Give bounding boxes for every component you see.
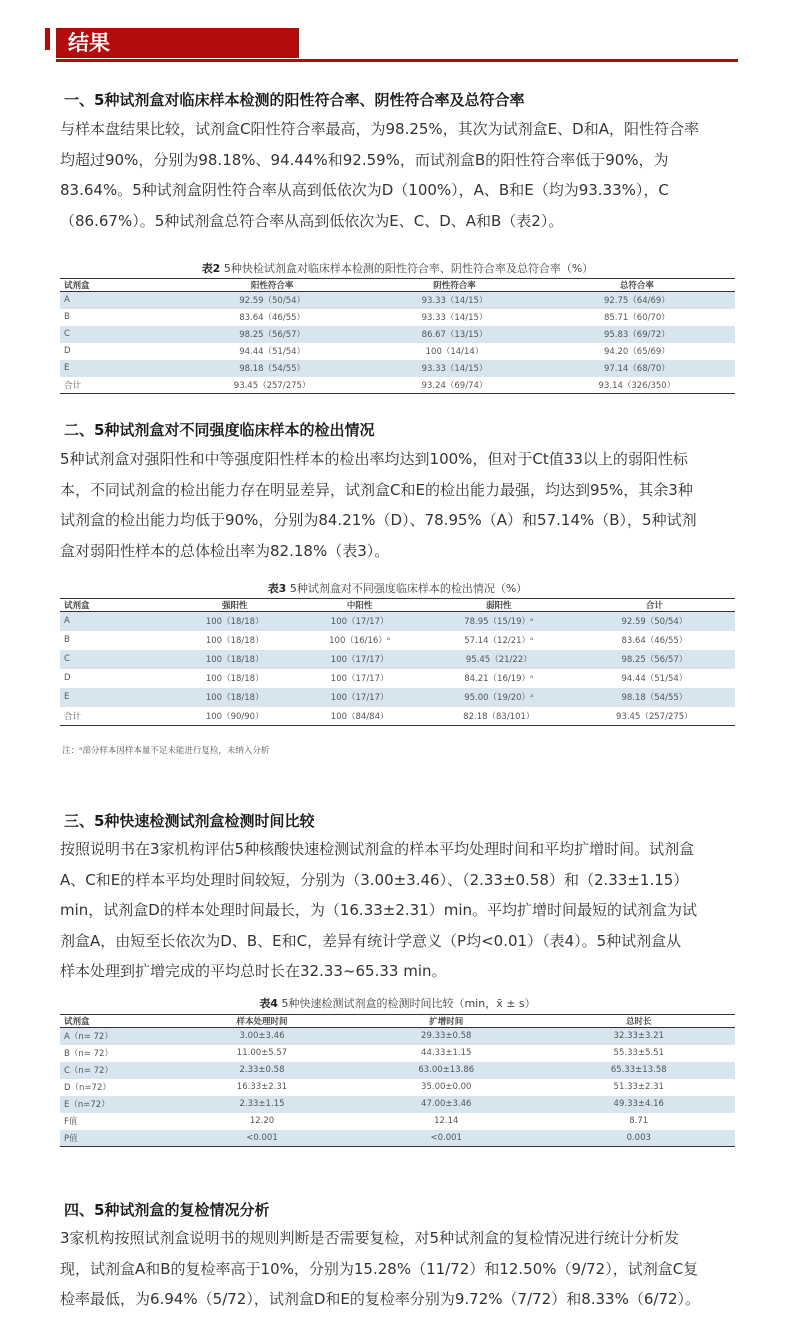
section-2-line: 试剂盒的检出能力均低于90%，分别为84.21%（D）、78.95%（A）和57.14%（B），5种试剂 xyxy=(60,511,697,529)
table-cell: 12.20 xyxy=(249,1116,275,1126)
table-cell: 合计 xyxy=(60,377,174,394)
table-cell: 49.33±4.16 xyxy=(542,1096,735,1113)
section-3-body xyxy=(60,834,740,987)
table4 xyxy=(60,1014,735,1147)
table-cell: 44.33±1.15 xyxy=(421,1048,472,1058)
table2-title: 5种快检试剂盒对临床样本检测的阳性符合率、阴性符合率及总符合率（%） xyxy=(223,262,594,275)
table-cell: 100（18/18） xyxy=(174,688,295,707)
table-row xyxy=(60,631,735,650)
section-4-line: 检率最低，为6.94%（5/72），试剂盒D和E的复检率分别为9.72%（7/72）和8.33%（6/72）。 xyxy=(60,1290,701,1308)
table2 xyxy=(60,278,735,394)
table-cell: 78.95（15/19）ᵃ xyxy=(424,612,574,631)
table-cell: 16.33±2.31 xyxy=(236,1082,288,1092)
table-cell: B xyxy=(64,635,70,645)
section-3-line: min，试剂盒D的样本处理时间最长，为（16.33±2.31）min。平均扩增时间最短的试剂盒为试 xyxy=(60,901,698,919)
table-cell: 83.64（46/55） xyxy=(621,636,688,646)
table-row xyxy=(60,612,735,631)
table-cell: B（n= 72） xyxy=(64,1049,113,1059)
table-cell: 86.67（13/15） xyxy=(370,326,539,343)
table4-caption xyxy=(60,995,735,1011)
table-cell: E（n=72） xyxy=(60,1096,174,1113)
table-row xyxy=(60,326,735,343)
table-cell: 95.00（19/20）ᵃ xyxy=(424,688,574,707)
table-cell: 98.25（56/57） xyxy=(574,650,735,669)
table3 xyxy=(60,598,735,726)
section-1-line: （86.67%）。5种试剂盒总符合率从高到低依次为E、C、D、A和B（表2）。 xyxy=(60,211,564,230)
table-cell: B xyxy=(64,312,70,322)
table-row xyxy=(60,1096,735,1113)
table-cell: 3.00±3.46 xyxy=(174,1028,350,1045)
section-1-body xyxy=(60,114,740,236)
table-cell: 100（18/18） xyxy=(174,650,295,669)
table3-title: 5种试剂盒对不同强度临床样本的检出情况（%） xyxy=(289,582,528,595)
table-cell: 35.00±0.00 xyxy=(421,1082,472,1092)
table3-col-header: 弱阳性 xyxy=(424,599,574,612)
table-cell: 100（18/18） xyxy=(174,612,295,631)
table-cell: 11.00±5.57 xyxy=(236,1048,288,1058)
table2-header-row xyxy=(60,279,735,292)
section-3-line: A、C和E的样本平均处理时间较短，分别为（3.00±3.46）、（2.33±0.58）和（2.33±1.15） xyxy=(60,870,689,889)
table-cell: P值 xyxy=(60,1130,174,1147)
table-row xyxy=(60,650,735,669)
table-cell: D xyxy=(64,346,71,356)
table-cell: 100（18/18） xyxy=(205,636,264,646)
table-row xyxy=(60,360,735,377)
table-row xyxy=(60,292,735,309)
section-3-heading: 三、5种快速检测试剂盒检测时间比较 xyxy=(64,812,315,830)
section-4-line: 3家机构按照试剂盒说明书的规则判断是否需要复检，对5种试剂盒的复检情况进行统计分析发 xyxy=(60,1229,680,1247)
table-cell: 82.18（83/101） xyxy=(424,707,574,726)
table-cell: 98.18（54/55） xyxy=(574,688,735,707)
table-cell: A xyxy=(60,612,174,631)
table-row xyxy=(60,1130,735,1147)
table-cell: 92.59（50/54） xyxy=(174,292,370,309)
table-cell: 85.71（60/70） xyxy=(603,313,670,323)
section-1-line: 与样本盘结果比较，试剂盒C阳性符合率最高，为98.25%，其次为试剂盒E、D和A，阳性符合率 xyxy=(60,120,699,138)
table-cell: 100（18/18） xyxy=(205,674,264,684)
header-accent-bar xyxy=(45,28,50,50)
section-2-body xyxy=(60,444,740,566)
table-cell: 100（17/17） xyxy=(295,650,423,669)
table-cell: 95.83（69/72） xyxy=(539,326,735,343)
table-cell: 94.44（51/54） xyxy=(239,347,306,357)
table4-label: 表4 xyxy=(259,997,278,1010)
table2-col-header: 总符合率 xyxy=(539,279,735,292)
page-title: 结果 xyxy=(56,28,299,58)
section-4-heading: 四、5种试剂盒的复检情况分析 xyxy=(64,1201,270,1219)
section-1-line: 83.64%。5种试剂盒阴性符合率从高到低依次为D（100%），A、B和E（均为93.33%），C xyxy=(60,181,669,199)
table-cell: 92.59（50/54） xyxy=(574,612,735,631)
table-cell: 100（17/17） xyxy=(295,612,423,631)
table-cell: <0.001 xyxy=(350,1130,542,1147)
table-cell: 100（17/17） xyxy=(295,688,423,707)
table-cell: 84.21（16/19）ᵃ xyxy=(464,674,534,684)
table-cell: 63.00±13.86 xyxy=(350,1062,542,1079)
table-cell: C xyxy=(60,326,174,343)
section-2-line: 本，不同试剂盒的检出能力存在明显差异，试剂盒C和E的检出能力最强，均达到95%，其余3种 xyxy=(60,480,693,499)
table-cell: 93.45（257/275） xyxy=(574,707,735,726)
table-cell: 55.33±5.51 xyxy=(613,1048,664,1058)
table3-label: 表3 xyxy=(267,582,287,595)
section-4-line: 现，试剂盒A和B的复检率高于10%，分别为15.28%（11/72）和12.50%（9/72），试剂盒C复 xyxy=(60,1259,699,1278)
table-row xyxy=(60,1028,735,1045)
table-cell: 97.14（68/70） xyxy=(539,360,735,377)
table4-header-row xyxy=(60,1015,735,1028)
section-4-body xyxy=(60,1223,740,1315)
section-3-line: 样本处理到扩增完成的平均总时长在32.33~65.33 min。 xyxy=(60,962,447,980)
table-row xyxy=(60,669,735,688)
table-cell: 94.44（51/54） xyxy=(621,674,688,684)
table-cell: 98.18（54/55） xyxy=(174,360,370,377)
table-row xyxy=(60,1045,735,1062)
table-cell: E xyxy=(60,688,174,707)
section-1-heading: 一、5种试剂盒对临床样本检测的阳性符合率、阴性符合率及总符合率 xyxy=(64,91,525,109)
table3-col-header: 合计 xyxy=(574,599,735,612)
section-3-line: 剂盒A，由短至长依次为D、B、E和C，差异有统计学意义（P均<0.01）（表4）。5种试剂盒从 xyxy=(60,931,682,950)
table-cell: F值 xyxy=(64,1117,78,1127)
table-cell: 32.33±3.21 xyxy=(542,1028,735,1045)
table-row xyxy=(60,1079,735,1096)
table3-caption xyxy=(60,580,735,596)
table4-col-header: 试剂盒 xyxy=(60,1015,174,1028)
table-cell: 12.14 xyxy=(434,1116,459,1126)
table-cell: 2.33±1.15 xyxy=(174,1096,350,1113)
section-2-heading: 二、5种试剂盒对不同强度临床样本的检出情况 xyxy=(64,421,375,439)
table-cell: 100（84/84） xyxy=(295,707,423,726)
table-row xyxy=(60,377,735,394)
table3-header-row xyxy=(60,599,735,612)
table-cell: 94.20（65/69） xyxy=(603,347,670,357)
table-cell: D xyxy=(64,673,71,683)
header-underline xyxy=(56,59,738,62)
table-cell: 98.25（56/57） xyxy=(174,326,370,343)
table-row xyxy=(60,1113,735,1130)
table3-col-header: 试剂盒 xyxy=(60,599,174,612)
table-cell: 100（17/17） xyxy=(330,674,389,684)
table2-col-header: 阴性符合率 xyxy=(370,279,539,292)
section-2-line: 盒对弱阳性样本的总体检出率为82.18%（表3）。 xyxy=(60,541,390,560)
section-3-line: 按照说明书在3家机构评估5种核酸快速检测试剂盒的样本平均处理时间和平均扩增时间。试剂盒 xyxy=(60,840,695,858)
section-1-line: 均超过90%，分别为98.18%、94.44%和92.59%，而试剂盒B的阳性符合率低于90%，为 xyxy=(60,150,669,169)
table-cell: 0.003 xyxy=(542,1130,735,1147)
table-cell: C（n= 72） xyxy=(60,1062,174,1079)
table-cell: 8.71 xyxy=(629,1116,649,1126)
table-cell: 47.00±3.46 xyxy=(350,1096,542,1113)
table-cell: 93.33（14/15） xyxy=(421,313,488,323)
table2-label: 表2 xyxy=(201,262,221,275)
table-cell: A xyxy=(60,292,174,309)
table-cell: 51.33±2.31 xyxy=(613,1082,664,1092)
table-cell: 93.33（14/15） xyxy=(370,292,539,309)
table-cell: A（n= 72） xyxy=(60,1028,174,1045)
table-cell: 93.33（14/15） xyxy=(370,360,539,377)
table-cell: 93.24（69/74） xyxy=(370,377,539,394)
table-cell: C xyxy=(60,650,174,669)
table3-footnote: 注：ᵃ部分样本因样本量不足未能进行复检，未纳入分析 xyxy=(62,746,270,756)
table4-title: 5种快速检测试剂盒的检测时间比较（min，x̄ ± s） xyxy=(281,997,536,1010)
table-cell: D（n=72） xyxy=(64,1083,111,1093)
table-cell: 2.33±0.58 xyxy=(174,1062,350,1079)
table-cell: 100（16/16）ᵃ xyxy=(329,636,391,646)
table-row xyxy=(60,309,735,326)
table-cell: 65.33±13.58 xyxy=(542,1062,735,1079)
table-row xyxy=(60,1062,735,1079)
table-cell: 100（90/90） xyxy=(174,707,295,726)
table4-col-header: 扩增时间 xyxy=(350,1015,542,1028)
table4-col-header: 总时长 xyxy=(542,1015,735,1028)
table-cell: 83.64（46/55） xyxy=(239,313,306,323)
table-cell: 100（14/14） xyxy=(425,347,484,357)
table-row xyxy=(60,688,735,707)
table2-col-header: 阳性符合率 xyxy=(174,279,370,292)
table3-col-header: 强阳性 xyxy=(174,599,295,612)
table3-col-header: 中阳性 xyxy=(295,599,423,612)
table-row xyxy=(60,343,735,360)
table-row xyxy=(60,707,735,726)
table-cell: 合计 xyxy=(60,707,174,726)
table-cell: 93.14（326/350） xyxy=(539,377,735,394)
table-cell: 92.75（64/69） xyxy=(539,292,735,309)
table-cell: 57.14（12/21）ᵃ xyxy=(464,636,534,646)
table-cell: <0.001 xyxy=(174,1130,350,1147)
table2-col-header: 试剂盒 xyxy=(60,279,174,292)
table-cell: 95.45（21/22） xyxy=(424,650,574,669)
table-cell: 29.33±0.58 xyxy=(350,1028,542,1045)
table-cell: E xyxy=(60,360,174,377)
table-cell: 93.45（257/275） xyxy=(174,377,370,394)
section-2-line: 5种试剂盒对强阳性和中等强度阳性样本的检出率均达到100%，但对于Ct值33以上的弱阳性标 xyxy=(60,450,688,468)
table4-col-header: 样本处理时间 xyxy=(174,1015,350,1028)
table2-caption xyxy=(60,260,735,276)
